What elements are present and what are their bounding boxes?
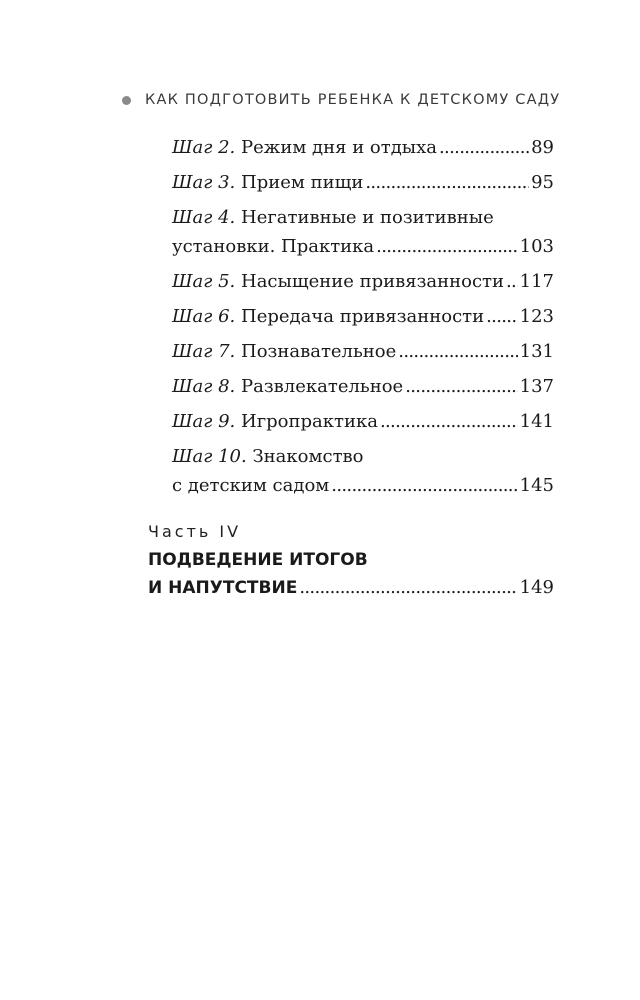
entry-title: установки. Практика: [172, 236, 375, 257]
step-number: Шаг 5.: [172, 271, 236, 292]
entry-title: Познавательное: [241, 341, 397, 362]
page-number: 149: [519, 577, 554, 598]
toc-entry-step-9[interactable]: [172, 407, 554, 436]
toc-entry-step-10[interactable]: [172, 442, 554, 500]
toc-entry-step-7[interactable]: [172, 337, 554, 366]
part-title: [148, 547, 554, 602]
dot-leader: [439, 133, 529, 162]
toc-entry-step-5[interactable]: [172, 267, 554, 296]
step-number: Шаг 6.: [172, 306, 236, 327]
toc-entry-step-3[interactable]: [172, 168, 554, 197]
step-number: Шаг 3.: [172, 172, 236, 193]
toc-entry-step-2[interactable]: [172, 133, 554, 162]
page-number: 145: [519, 475, 554, 496]
toc-entry-step-4[interactable]: [172, 203, 554, 261]
page-number: 137: [519, 376, 554, 397]
page-number: 95: [531, 172, 554, 193]
entry-title: Прием пищи: [241, 172, 364, 193]
entry-title: Передача привязанности: [241, 306, 485, 327]
page-number: 141: [519, 411, 554, 432]
part-label: Часть IV: [148, 522, 242, 541]
page-number: 123: [519, 306, 554, 327]
dot-leader: [405, 372, 517, 401]
dot-leader: [486, 302, 518, 331]
running-head-text: КАК ПОДГОТОВИТЬ РЕБЕНКА К ДЕТСКОМУ САДУ: [145, 92, 561, 108]
table-of-contents: [172, 133, 554, 506]
part-title-line-2: И НАПУТСТВИЕ: [148, 578, 298, 598]
page-number: 117: [519, 271, 554, 292]
part-title-line-1: ПОДВЕДЕНИЕ ИТОГОВ: [148, 550, 368, 570]
toc-entry-step-6[interactable]: [172, 302, 554, 331]
step-number: Шаг 7.: [172, 341, 236, 362]
running-head: [122, 92, 560, 108]
bullet-icon: [122, 96, 131, 105]
page-number: 103: [519, 236, 554, 257]
step-number: Шаг 10.: [172, 446, 247, 467]
dot-leader: [365, 168, 529, 197]
step-number: Шаг 8.: [172, 376, 236, 397]
entry-title: Режим дня и отдыха: [241, 137, 438, 158]
dot-leader: [299, 574, 517, 601]
dot-leader: [331, 471, 517, 500]
dot-leader: [506, 267, 518, 296]
entry-title: Насыщение привязанности: [241, 271, 505, 292]
entry-title-line-1: Знакомство: [252, 446, 364, 467]
entry-title: Игропрактика: [241, 411, 378, 432]
dot-leader: [376, 232, 517, 261]
toc-part-iv[interactable]: [148, 522, 554, 602]
entry-title-line-1: Негативные и позитивные: [241, 207, 494, 228]
page-number: 131: [519, 341, 554, 362]
toc-entry-step-8[interactable]: [172, 372, 554, 401]
dot-leader: [398, 337, 517, 366]
page-number: 89: [531, 137, 554, 158]
entry-title: Развлекательное: [241, 376, 404, 397]
entry-title: с детским садом: [172, 475, 330, 496]
step-number: Шаг 4.: [172, 207, 236, 228]
step-number: Шаг 2.: [172, 137, 236, 158]
dot-leader: [380, 407, 518, 436]
step-number: Шаг 9.: [172, 411, 236, 432]
